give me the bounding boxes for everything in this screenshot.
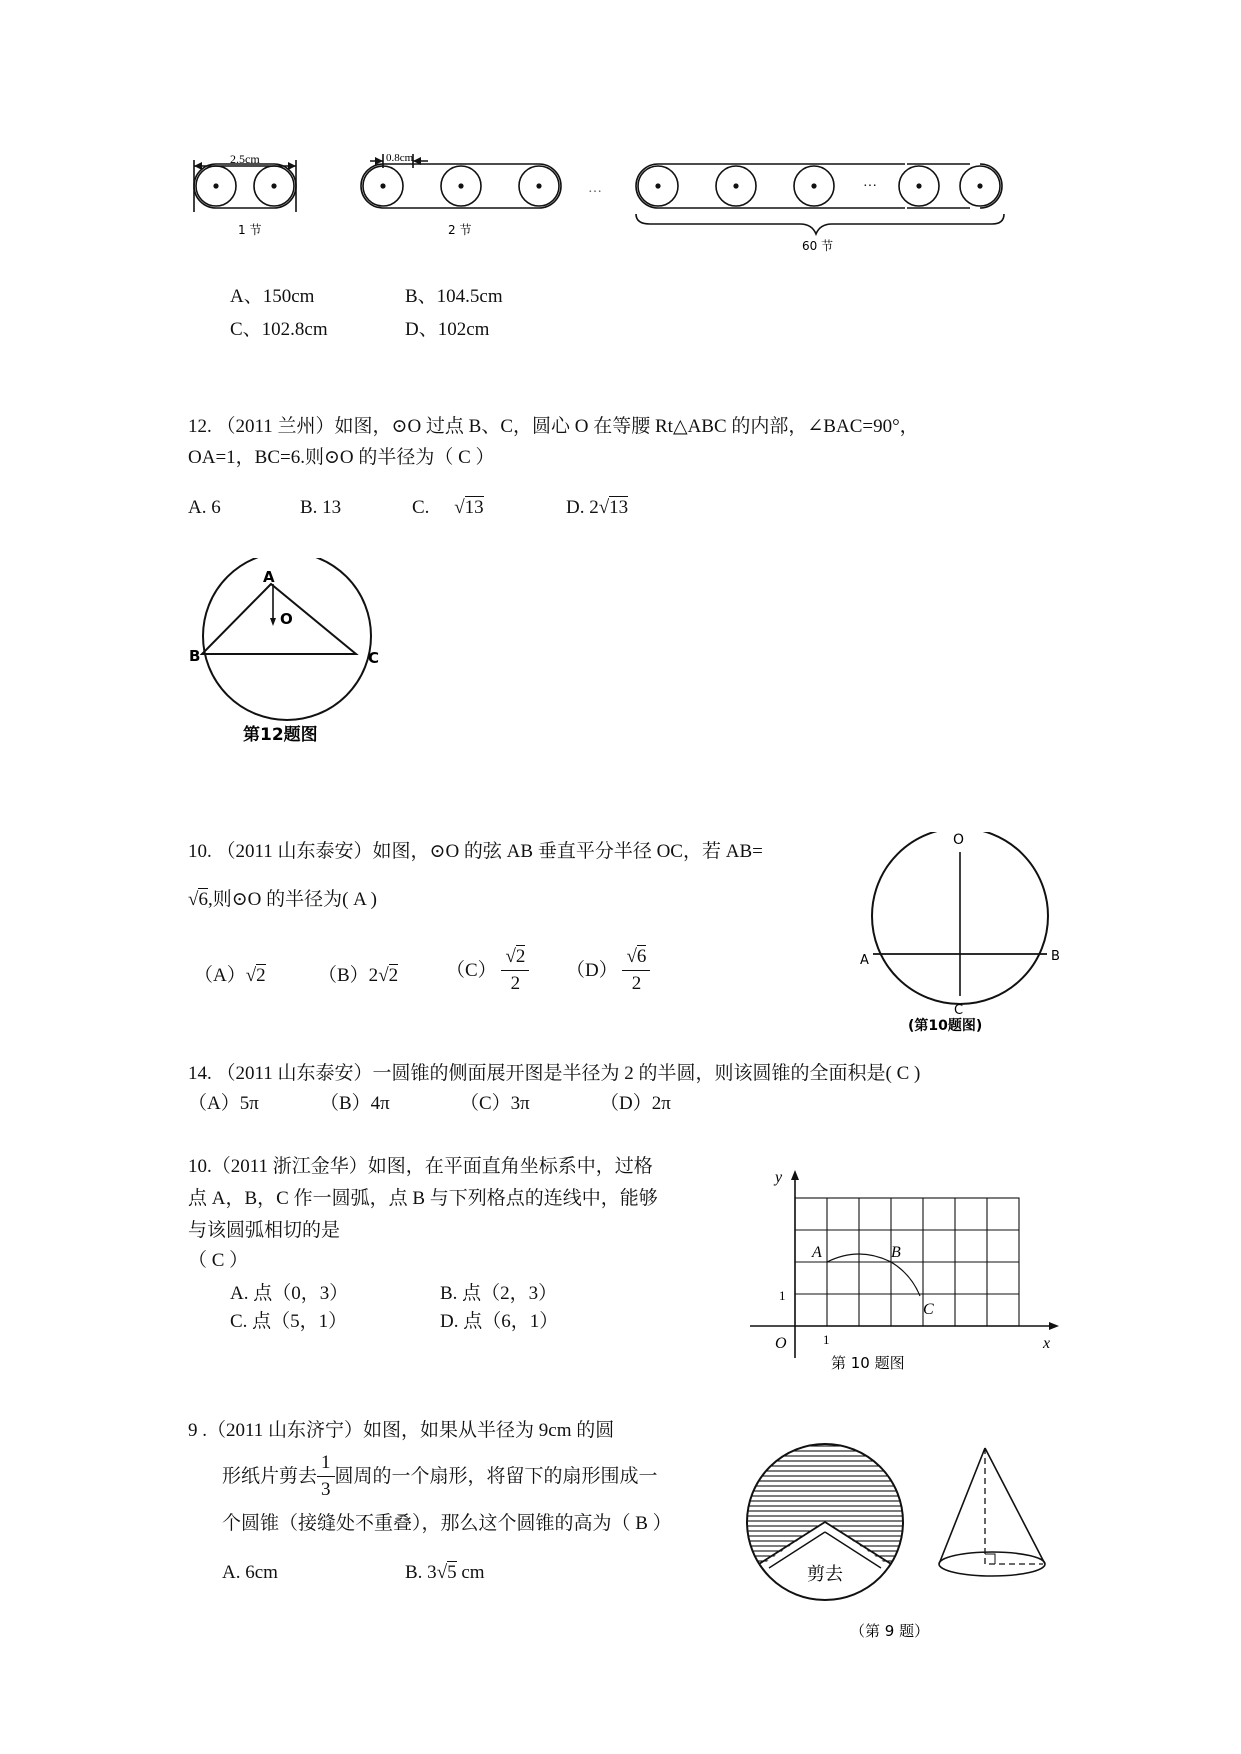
belt-option-b: B、104.5cm — [405, 286, 503, 307]
belt-label-width: 2.5cm — [230, 152, 260, 166]
q9-fig-cut-label: 剪去 — [807, 1564, 843, 1585]
q10b-fig-label-b: B — [891, 1244, 901, 1261]
belt-label-60: 60 节 — [802, 239, 834, 253]
q12-option-c-prefix: C. — [412, 497, 430, 518]
q9-option-b-pre: B. 3 — [405, 1562, 437, 1583]
q9-figure — [745, 1440, 1065, 1640]
belt-ellipsis: … — [588, 181, 602, 196]
q10b-fig-label-c: C — [923, 1301, 934, 1318]
q9-line2-pre: 形纸片剪去 — [222, 1465, 318, 1487]
q10b-option-b: B. 点（2，3） — [440, 1283, 558, 1304]
q12-fig-label-b: B — [189, 647, 201, 665]
q10a-option-d-radicand: 6 — [636, 946, 647, 967]
q9-line3: 个圆锥（接缝处不重叠），那么这个圆锥的高为（ B ） — [222, 1513, 672, 1534]
q12-option-d-radicand: 13 — [609, 497, 629, 518]
q12-option-c: C. √13 — [412, 497, 484, 518]
q10a-line2-radicand: 6 — [198, 889, 208, 910]
q10b-line2: 点 A，B，C 作一圆弧，点 B 与下列格点的连线中，能够 — [188, 1188, 658, 1209]
q10a-fig-label-c: C — [954, 1003, 964, 1018]
q10a-option-a: （A）√2 — [194, 965, 266, 986]
q12-line2: OA=1，BC=6.则⊙O 的半径为（ C ） — [188, 447, 495, 468]
q9-fig-caption: （第 9 题） — [850, 1622, 930, 1640]
q10a-option-c-label: （C） — [446, 959, 497, 981]
q10b-fig-label-x: x — [1043, 1335, 1051, 1352]
q10b-option-d: D. 点（6，1） — [440, 1311, 559, 1332]
q10a-line2-text: ,则⊙O 的半径为( A ) — [207, 889, 377, 910]
belt-figure — [180, 150, 1020, 260]
q10a-line1: 10. （2011 山东泰安）如图，⊙O 的弦 AB 垂直平分半径 OC，若 AB= — [188, 841, 763, 862]
q10b-fig-label-one-y: 1 — [779, 1288, 786, 1303]
belt-option-a: A、150cm — [230, 286, 315, 307]
q9-fraction — [317, 1452, 335, 1501]
q9-option-b-post: cm — [456, 1562, 485, 1583]
q10a-option-c-den: 2 — [510, 972, 521, 994]
q12-option-a: A. 6 — [188, 497, 221, 518]
q12-option-c-radicand: 13 — [464, 497, 484, 518]
q9-line2-post: 圆周的一个扇形，将留下的扇形围成一 — [334, 1465, 658, 1487]
q10a-option-b-label: （B）2 — [318, 965, 379, 986]
q10a-line2: √6,则⊙O 的半径为( A ) — [188, 889, 377, 910]
q10b-option-a: A. 点（0，3） — [230, 1283, 349, 1304]
q12-line1: 12. （2011 兰州）如图，⊙O 过点 B、C，圆心 O 在等腰 Rt△ABC 的内部，∠BAC=90°， — [188, 416, 919, 437]
q10a-figure — [860, 832, 1060, 1032]
q10a-option-b-radicand: 2 — [388, 965, 399, 986]
q9-option-a: A. 6cm — [222, 1562, 278, 1583]
q10b-line3: 与该圆弧相切的是 — [188, 1220, 341, 1241]
q14-line1: 14. （2011 山东泰安）一圆锥的侧面展开图是半径为 2 的半圆，则该圆锥的全面积是( C ) — [188, 1063, 921, 1084]
q10a-fig-label-o: O — [953, 832, 965, 848]
q10b-fig-label-a: A — [812, 1244, 822, 1261]
q10b-line4: （ C ） — [188, 1250, 249, 1271]
q12-option-b: B. 13 — [300, 497, 342, 518]
belt-label-2: 2 节 — [448, 223, 472, 237]
q12-figure — [185, 558, 390, 748]
q10b-option-c: C. 点（5，1） — [230, 1311, 348, 1332]
q10a-option-d — [566, 946, 650, 995]
q9-option-b: B. 3√5 cm — [405, 1562, 485, 1583]
q10b-fig-label-o: O — [775, 1335, 787, 1352]
q10a-option-c — [446, 946, 529, 995]
q10a-option-d-fraction: $\frac{√6}{2}$ — [622, 946, 650, 995]
q12-option-d: D. 2√13 — [566, 497, 629, 518]
q10b-line1: 10.（2011 浙江金华）如图，在平面直角坐标系中，过格 — [188, 1156, 653, 1177]
q10a-fig-label-b: B — [1051, 949, 1060, 964]
q10a-option-c-radicand: 2 — [515, 946, 526, 967]
q10b-fig-caption: 第 10 题图 — [831, 1354, 905, 1372]
q12-fig-caption: 第12题图 — [243, 725, 318, 745]
q10a-option-d-den: 2 — [631, 972, 642, 994]
q12-fig-label-c: C — [368, 649, 380, 667]
q9-option-b-radicand: 5 — [447, 1562, 457, 1583]
q9-line1: 9 .（2011 山东济宁）如图，如果从半径为 9cm 的圆 — [188, 1420, 615, 1441]
q14-option-b: （B）4π — [320, 1093, 390, 1114]
q10b-fig-label-one-x: 1 — [823, 1332, 830, 1347]
q9-frac-num: 1 — [317, 1452, 335, 1477]
q10b-figure — [745, 1168, 1065, 1373]
q9-line2 — [222, 1452, 658, 1501]
q10a-option-d-label: （D） — [566, 959, 618, 981]
belt-option-d: D、102cm — [405, 319, 490, 340]
q12-fig-label-o: O — [280, 610, 293, 628]
belt-label-gap: 0.8cm — [386, 152, 414, 164]
q14-option-d: （D）2π — [600, 1093, 671, 1114]
q10b-fig-label-y: y — [775, 1169, 783, 1186]
q12-option-d-prefix: D. 2 — [566, 497, 599, 518]
q10a-option-b: （B）2√2 — [318, 965, 399, 986]
q12-fig-label-a: A — [263, 568, 275, 586]
belt-ellipsis-mid: ··· — [863, 179, 877, 194]
q10a-option-a-radicand: 2 — [256, 965, 266, 986]
belt-option-c: C、102.8cm — [230, 319, 328, 340]
q9-frac-den: 3 — [321, 1478, 331, 1500]
q10a-option-c-fraction: $\frac{√2}{2}$ — [501, 946, 529, 995]
q10a-fig-caption: (第10题图) — [908, 1018, 983, 1032]
q10a-option-a-label: （A） — [194, 965, 246, 986]
q14-option-c: （C）3π — [460, 1093, 530, 1114]
q14-option-a: （A）5π — [188, 1093, 259, 1114]
q10a-fig-label-a: A — [860, 953, 869, 968]
belt-label-1: 1 节 — [238, 223, 262, 237]
